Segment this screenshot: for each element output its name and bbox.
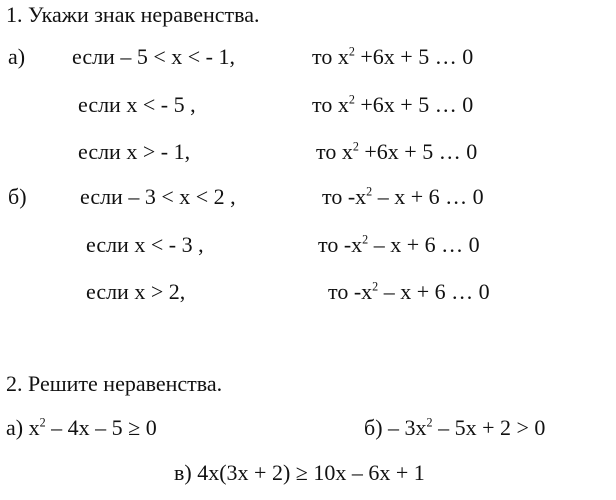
task1-b-row3-condition: если х > 2, — [86, 279, 186, 304]
task1-a-row2-expression: то $х^2 +6х + 5$ … 0 — [312, 92, 474, 117]
task1-b-row2-condition: если х < - 3 , — [86, 232, 204, 257]
task1-a-row3-condition: если х > - 1, — [78, 139, 191, 164]
task1-part-a-label: а) — [8, 44, 26, 69]
task1-b-row2-expression: то $-х^2 - х + 6$ … 0 — [318, 232, 480, 257]
task1-a-row1-condition: если – 5 < х < - 1, — [72, 44, 235, 69]
task1-a-row2-condition: если х < - 5 , — [78, 92, 196, 117]
task1-part-b-label: б) — [8, 184, 27, 209]
task1-b-row3-expression: то $-х^2 - х + 6$ … 0 — [328, 279, 490, 304]
task1-b-row1-condition: если – 3 < х < 2 , — [80, 184, 236, 209]
task2-title: 2. Решите неравенства. — [6, 371, 223, 396]
task2-inequality-b: $б) - 3х^2 - 5х + 2 > 0$ — [364, 415, 546, 440]
task1-a-row3-expression: то $х^2 +6х + 5$ … 0 — [316, 139, 478, 164]
task2-inequality-c: в) 4х(3х + 2) ≥ 10х – 6х + 1 — [174, 460, 425, 485]
task2-inequality-a: а) $х^2 - 4х - 5 \ge 0$ — [6, 415, 157, 440]
task1-b-row1-expression: то $-х^2 - х + 6$ … 0 — [322, 184, 484, 209]
task1-title: 1. Укажи знак неравенства. — [6, 2, 260, 27]
task1-a-row1-expression: то $х^2 +6х + 5$ … 0 — [312, 44, 474, 69]
